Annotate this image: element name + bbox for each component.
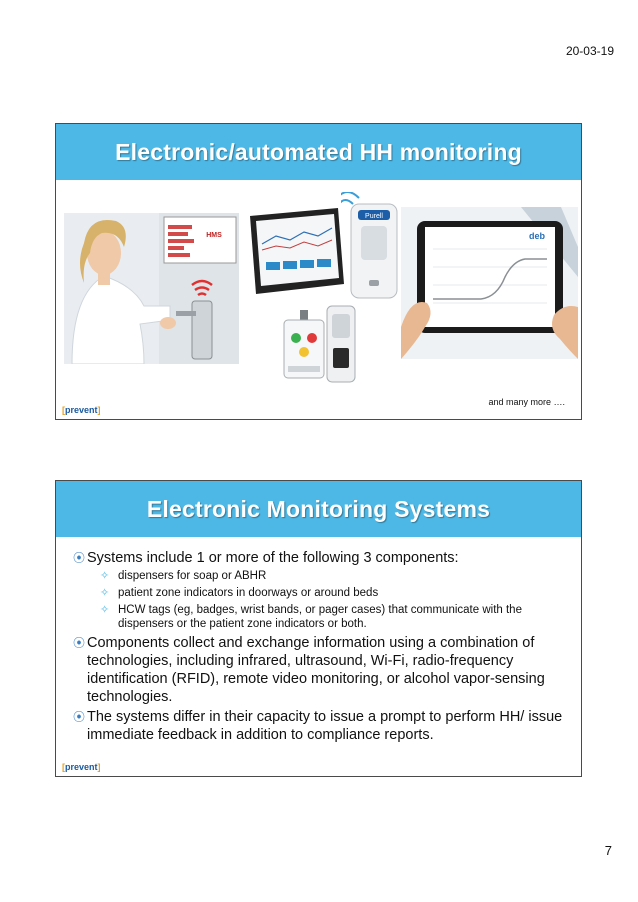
dashboard-tablet-photo: [246, 206, 346, 296]
star-bullet-icon: ✧: [100, 604, 110, 616]
sub-bullet-text: patient zone indicators in doorways or around beds: [118, 587, 379, 599]
star-bullet-icon: ✧: [100, 570, 110, 582]
bullet-item: [73, 634, 567, 706]
star-bullet-icon: ✧: [100, 587, 110, 599]
slide-title: Electronic/automated HH monitoring: [115, 138, 522, 165]
dispenser-brand: Purell: [365, 213, 383, 220]
logo-text: prevent: [65, 405, 98, 415]
screen-brand: HMS: [206, 232, 222, 239]
sub-bullet-text: HCW tags (eg, badges, wrist bands, or pager cases) that communicate with the dispensers or the patient zone indicators or both.: [118, 604, 522, 630]
purell-dispenser-photo: [341, 192, 403, 302]
sub-bullet-item: [100, 586, 567, 600]
slide-title-bar: [56, 124, 581, 180]
sub-bullet-item: [100, 569, 567, 583]
circle-bullet-icon: ⦿: [73, 551, 86, 565]
bullet-item: [73, 549, 567, 567]
slide-caption: and many more ….: [488, 397, 565, 407]
ipad-compliance-graph-photo: [401, 207, 578, 359]
small-dispenser-photo: [321, 304, 361, 384]
logo-text: prevent: [65, 762, 98, 772]
ipad-brand: deb: [528, 231, 545, 241]
bullet-text: Components collect and exchange information using a combination of technologies, including infrared, ultrasound, Wi-Fi, radio-frequency identification (RFID), remote video monitoring, or alcohol vapor-sensing technologies.: [87, 635, 545, 705]
page-number: 7: [604, 843, 612, 858]
prevent-logo: [prevent]: [62, 405, 101, 415]
prevent-logo: [prevent]: [62, 762, 101, 772]
bullet-item: [73, 708, 567, 744]
sub-bullet-item: [100, 603, 567, 631]
slide-electronic-automated-hh-monitoring: [55, 123, 582, 420]
circle-bullet-icon: ⦿: [73, 636, 86, 650]
slide-electronic-monitoring-systems: [55, 480, 582, 777]
page-date: 20-03-19: [565, 44, 614, 58]
nurse-at-dispenser-photo: [64, 213, 239, 364]
bullet-text: The systems differ in their capacity to issue a prompt to perform HH/ issue immediate feedback in addition to compliance reports.: [87, 709, 563, 743]
bullet-text: Systems include 1 or more of the following 3 components:: [87, 550, 459, 566]
circle-bullet-icon: ⦿: [73, 710, 86, 724]
sub-bullet-text: dispensers for soap or ABHR: [118, 570, 267, 582]
slide-title-bar: [56, 481, 581, 537]
slide-title: Electronic Monitoring Systems: [146, 495, 491, 522]
slide-body: [73, 549, 567, 746]
